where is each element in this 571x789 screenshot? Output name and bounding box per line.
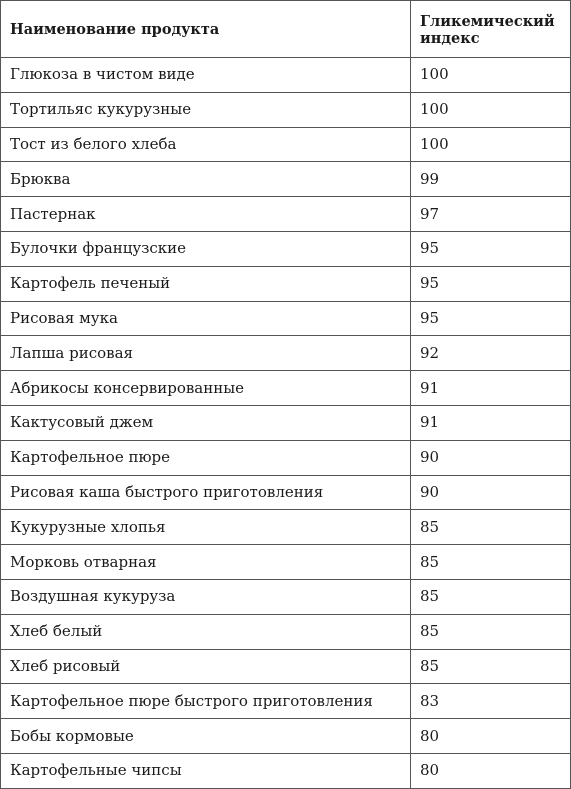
glycemic-index-cell: 100 [411, 127, 571, 162]
table-row [1, 371, 571, 406]
product-name-cell: Воздушная кукуруза [1, 579, 411, 614]
glycemic-index-cell: 91 [411, 371, 571, 406]
glycemic-index-cell: 95 [411, 231, 571, 266]
table-row [1, 510, 571, 545]
table-row [1, 92, 571, 127]
table-row [1, 58, 571, 93]
table-row [1, 475, 571, 510]
header-glycemic-index: Гликемический индекс [411, 1, 571, 58]
glycemic-index-cell: 80 [411, 753, 571, 788]
table-row [1, 719, 571, 754]
table-row [1, 336, 571, 371]
glycemic-index-cell: 95 [411, 301, 571, 336]
table-row [1, 231, 571, 266]
product-name-cell: Морковь отварная [1, 545, 411, 580]
table-row [1, 266, 571, 301]
table-row [1, 614, 571, 649]
product-name-cell: Тост из белого хлеба [1, 127, 411, 162]
table-row [1, 127, 571, 162]
table-body [1, 58, 571, 789]
glycemic-index-cell: 85 [411, 545, 571, 580]
product-name-cell: Пастернак [1, 197, 411, 232]
glycemic-index-cell: 100 [411, 58, 571, 93]
product-name-cell: Картофель печеный [1, 266, 411, 301]
product-name-cell: Глюкоза в чистом виде [1, 58, 411, 93]
product-name-cell: Картофельные чипсы [1, 753, 411, 788]
glycemic-index-cell: 95 [411, 266, 571, 301]
table-row [1, 162, 571, 197]
product-name-cell: Булочки французские [1, 231, 411, 266]
table-row [1, 753, 571, 788]
table-header-row [1, 1, 571, 58]
glycemic-index-cell: 90 [411, 475, 571, 510]
table-row [1, 545, 571, 580]
glycemic-index-cell: 97 [411, 197, 571, 232]
product-name-cell: Рисовая каша быстрого приготовления [1, 475, 411, 510]
glycemic-index-cell: 85 [411, 614, 571, 649]
glycemic-index-cell: 99 [411, 162, 571, 197]
product-name-cell: Рисовая мука [1, 301, 411, 336]
glycemic-index-cell: 85 [411, 510, 571, 545]
table-row [1, 440, 571, 475]
table-row [1, 301, 571, 336]
product-name-cell: Кактусовый джем [1, 405, 411, 440]
table-row [1, 197, 571, 232]
glycemic-index-cell: 92 [411, 336, 571, 371]
table-row [1, 579, 571, 614]
table-row [1, 649, 571, 684]
glycemic-index-cell: 80 [411, 719, 571, 754]
glycemic-index-cell: 83 [411, 684, 571, 719]
glycemic-index-cell: 91 [411, 405, 571, 440]
product-name-cell: Хлеб белый [1, 614, 411, 649]
product-name-cell: Абрикосы консервированные [1, 371, 411, 406]
product-name-cell: Тортильяс кукурузные [1, 92, 411, 127]
product-name-cell: Хлеб рисовый [1, 649, 411, 684]
product-name-cell: Брюква [1, 162, 411, 197]
table-row [1, 684, 571, 719]
product-name-cell: Бобы кормовые [1, 719, 411, 754]
product-name-cell: Картофельное пюре [1, 440, 411, 475]
glycemic-index-cell: 100 [411, 92, 571, 127]
product-name-cell: Кукурузные хлопья [1, 510, 411, 545]
glycemic-index-cell: 90 [411, 440, 571, 475]
header-product-name: Наименование продукта [1, 1, 411, 58]
glycemic-index-cell: 85 [411, 649, 571, 684]
glycemic-index-cell: 85 [411, 579, 571, 614]
product-name-cell: Лапша рисовая [1, 336, 411, 371]
product-name-cell: Картофельное пюре быстрого приготовления [1, 684, 411, 719]
table-row [1, 405, 571, 440]
